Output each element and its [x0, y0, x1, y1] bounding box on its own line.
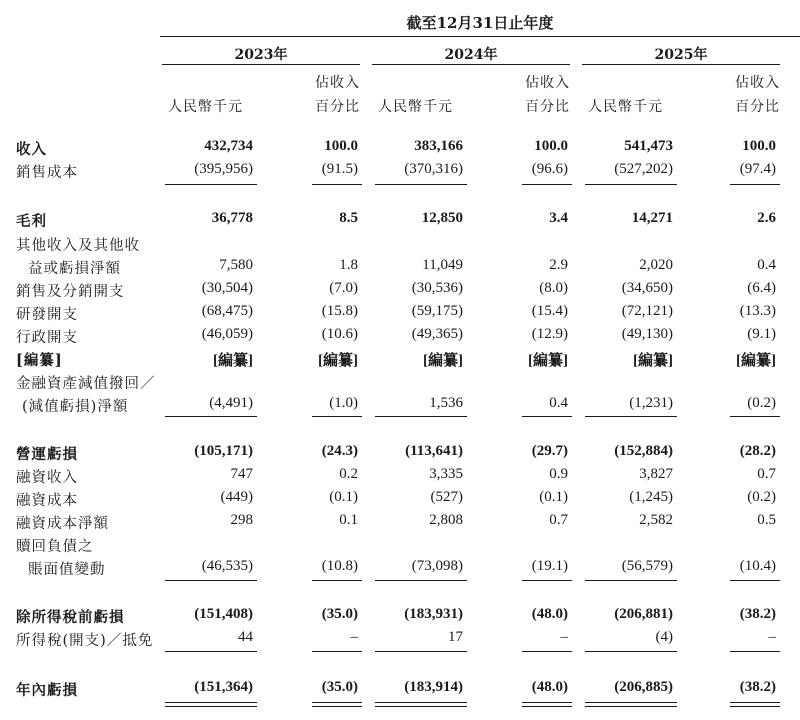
- subtotal-rule: [165, 184, 257, 185]
- table-cell: [編纂]: [736, 353, 776, 369]
- table-cell: 0.2: [339, 466, 358, 482]
- table-cell: [編纂]: [633, 353, 673, 369]
- subtotal-rule: [165, 416, 257, 417]
- subtotal-rule: [312, 651, 362, 652]
- row-label: 銷售成本: [16, 165, 78, 181]
- table-cell: (38.2): [739, 606, 776, 622]
- subtotal-rule: [165, 580, 257, 581]
- table-cell: 100.0: [534, 138, 568, 154]
- table-cell: 298: [230, 512, 253, 528]
- table-cell: (370,316): [404, 161, 463, 177]
- table-cell: 100.0: [742, 138, 776, 154]
- col-amount-2023: 人民幣千元: [168, 99, 243, 115]
- year-rule-2024: [372, 64, 570, 65]
- table-cell: (48.0): [531, 606, 568, 622]
- col-amount-2025: 人民幣千元: [588, 99, 663, 115]
- table-cell: (1.0): [329, 395, 358, 411]
- subtotal-rule: [312, 184, 362, 185]
- row-label: 營運虧損: [16, 446, 78, 463]
- subtotal-rule: [585, 416, 677, 417]
- table-cell: (24.3): [321, 443, 358, 459]
- table-cell: (49,130): [621, 326, 673, 342]
- table-cell: 0.4: [757, 257, 776, 273]
- table-cell: 0.1: [339, 512, 358, 528]
- table-cell: 1,536: [429, 395, 463, 411]
- row-label: 年內虧損: [16, 682, 78, 699]
- table-cell: (10.8): [321, 558, 358, 574]
- table-cell: 3,335: [429, 466, 463, 482]
- table-cell: (105,171): [194, 443, 253, 459]
- table-cell: [編纂]: [528, 353, 568, 369]
- subtotal-rule: [375, 580, 467, 581]
- row-label: 毛利: [16, 213, 47, 230]
- subtotal-rule: [730, 580, 780, 581]
- row-label: 金融資產減值撥回／: [16, 376, 156, 392]
- subtotal-rule: [312, 416, 362, 417]
- subtotal-rule: [522, 184, 572, 185]
- col-pct-2024-line1: 佔收入: [525, 75, 570, 91]
- table-cell: (49,365): [411, 326, 463, 342]
- table-cell: (30,504): [201, 280, 253, 296]
- table-cell: (12.9): [531, 326, 568, 342]
- subtotal-rule: [312, 580, 362, 581]
- table-cell: (30,536): [411, 280, 463, 296]
- table-cell: (206,885): [614, 679, 673, 695]
- table-cell: (7.0): [329, 280, 358, 296]
- subtotal-rule: [375, 184, 467, 185]
- table-cell: 2.6: [757, 210, 776, 226]
- table-cell: (10.6): [321, 326, 358, 342]
- table-cell: 747: [230, 466, 253, 482]
- table-cell: (38.2): [739, 679, 776, 695]
- table-cell: –: [560, 629, 568, 645]
- table-cell: 3.4: [549, 210, 568, 226]
- subtotal-rule: [522, 416, 572, 417]
- table-cell: (395,956): [194, 161, 253, 177]
- table-cell: (151,364): [194, 679, 253, 695]
- table-cell: (35.0): [321, 679, 358, 695]
- table-cell: (8.0): [539, 280, 568, 296]
- row-label: (減值虧損)淨額: [22, 399, 129, 415]
- table-cell: (15.8): [321, 303, 358, 319]
- table-cell: 2,808: [429, 512, 463, 528]
- subtotal-rule: [522, 580, 572, 581]
- col-amount-2024: 人民幣千元: [378, 99, 453, 115]
- total-double-rule: [522, 702, 572, 707]
- table-cell: (48.0): [531, 679, 568, 695]
- year-2024: 2024年: [444, 47, 498, 63]
- table-cell: (113,641): [405, 443, 463, 459]
- subtotal-rule: [375, 651, 467, 652]
- table-cell: 2,020: [639, 257, 673, 273]
- subtotal-rule: [585, 580, 677, 581]
- table-cell: (0.2): [747, 395, 776, 411]
- col-pct-2023-line1: 佔收入: [315, 75, 360, 91]
- table-cell: 0.7: [757, 466, 776, 482]
- table-cell: (183,914): [404, 679, 463, 695]
- table-cell: 36,778: [211, 210, 253, 226]
- table-cell: (15.4): [531, 303, 568, 319]
- table-cell: (35.0): [321, 606, 358, 622]
- table-cell: (68,475): [201, 303, 253, 319]
- table-cell: (72,121): [621, 303, 673, 319]
- table-cell: 383,166: [414, 138, 463, 154]
- table-cell: [編纂]: [213, 353, 253, 369]
- table-cell: 0.4: [549, 395, 568, 411]
- table-cell: 8.5: [339, 210, 358, 226]
- table-cell: (152,884): [614, 443, 673, 459]
- row-label: 融資成本: [16, 493, 78, 509]
- row-label: 贖回負債之: [16, 539, 94, 555]
- row-label: 銷售及分銷開支: [16, 284, 125, 300]
- table-cell: [編纂]: [423, 353, 463, 369]
- table-cell: (28.2): [739, 443, 776, 459]
- row-label: 賬面值變動: [28, 562, 106, 578]
- table-cell: (59,175): [411, 303, 463, 319]
- table-cell: 12,850: [421, 210, 463, 226]
- table-cell: (13.3): [739, 303, 776, 319]
- table-cell: (0.1): [329, 489, 358, 505]
- row-label: 融資成本淨額: [16, 516, 109, 532]
- table-cell: (96.6): [531, 161, 568, 177]
- year-rule-2023: [162, 64, 360, 65]
- row-label: 益或虧損淨額: [28, 261, 121, 277]
- table-cell: 2,582: [639, 512, 673, 528]
- table-cell: 3,827: [639, 466, 673, 482]
- total-double-rule: [730, 702, 780, 707]
- row-label: 其他收入及其他收: [16, 238, 140, 254]
- row-label: 所得稅(開支)／抵免: [16, 633, 154, 649]
- table-cell: (0.2): [747, 489, 776, 505]
- total-double-rule: [585, 702, 677, 707]
- table-cell: (34,650): [621, 280, 673, 296]
- subtotal-rule: [730, 651, 780, 652]
- table-cell: 100.0: [324, 138, 358, 154]
- table-cell: 2.9: [549, 257, 568, 273]
- table-cell: (527,202): [614, 161, 673, 177]
- table-cell: (19.1): [531, 558, 568, 574]
- year-2025: 2025年: [654, 47, 708, 63]
- table-cell: 1.8: [339, 257, 358, 273]
- table-cell: (97.4): [739, 161, 776, 177]
- header-rule: [160, 36, 800, 37]
- row-label: [編纂]: [16, 352, 63, 369]
- row-label: 研發開支: [16, 307, 78, 323]
- total-double-rule: [312, 702, 362, 707]
- total-double-rule: [375, 702, 467, 707]
- col-pct-2025-line1: 佔收入: [735, 75, 780, 91]
- col-pct-2024-line2: 百分比: [525, 99, 570, 115]
- table-cell: [編纂]: [318, 353, 358, 369]
- table-cell: (46,535): [201, 558, 253, 574]
- table-cell: –: [768, 629, 776, 645]
- table-cell: (6.4): [747, 280, 776, 296]
- table-cell: (9.1): [747, 326, 776, 342]
- table-cell: 541,473: [624, 138, 673, 154]
- table-cell: (1,245): [629, 489, 673, 505]
- table-cell: 44: [238, 629, 253, 645]
- table-cell: (183,931): [404, 606, 463, 622]
- row-label: 融資收入: [16, 470, 78, 486]
- row-label: 收入: [16, 141, 47, 158]
- subtotal-rule: [730, 416, 780, 417]
- period-heading: 截至12月31日止年度: [406, 14, 554, 32]
- subtotal-rule: [522, 651, 572, 652]
- subtotal-rule: [585, 651, 677, 652]
- table-cell: –: [350, 629, 358, 645]
- table-cell: (527): [430, 489, 463, 505]
- table-cell: (46,059): [201, 326, 253, 342]
- subtotal-rule: [730, 184, 780, 185]
- subtotal-rule: [165, 651, 257, 652]
- table-cell: 0.9: [549, 466, 568, 482]
- table-cell: 7,580: [219, 257, 253, 273]
- table-cell: 432,734: [204, 138, 253, 154]
- table-cell: (1,231): [629, 395, 673, 411]
- year-2023: 2023年: [234, 47, 288, 63]
- subtotal-rule: [585, 184, 677, 185]
- table-cell: (449): [220, 489, 253, 505]
- table-cell: (10.4): [739, 558, 776, 574]
- table-cell: 14,271: [631, 210, 673, 226]
- col-pct-2025-line2: 百分比: [735, 99, 780, 115]
- table-cell: 11,049: [422, 257, 463, 273]
- table-cell: (91.5): [321, 161, 358, 177]
- table-cell: 0.5: [757, 512, 776, 528]
- table-cell: (4): [655, 629, 673, 645]
- total-double-rule: [165, 702, 257, 707]
- table-cell: (0.1): [539, 489, 568, 505]
- row-label: 行政開支: [16, 330, 78, 346]
- table-cell: (206,881): [614, 606, 673, 622]
- year-rule-2025: [582, 64, 780, 65]
- table-cell: 17: [448, 629, 463, 645]
- table-cell: (29.7): [531, 443, 568, 459]
- table-cell: (56,579): [621, 558, 673, 574]
- table-cell: (151,408): [194, 606, 253, 622]
- row-label: 除所得稅前虧損: [16, 609, 125, 626]
- table-cell: 0.7: [549, 512, 568, 528]
- table-cell: (73,098): [411, 558, 463, 574]
- table-cell: (4,491): [209, 395, 253, 411]
- col-pct-2023-line2: 百分比: [315, 99, 360, 115]
- subtotal-rule: [375, 416, 467, 417]
